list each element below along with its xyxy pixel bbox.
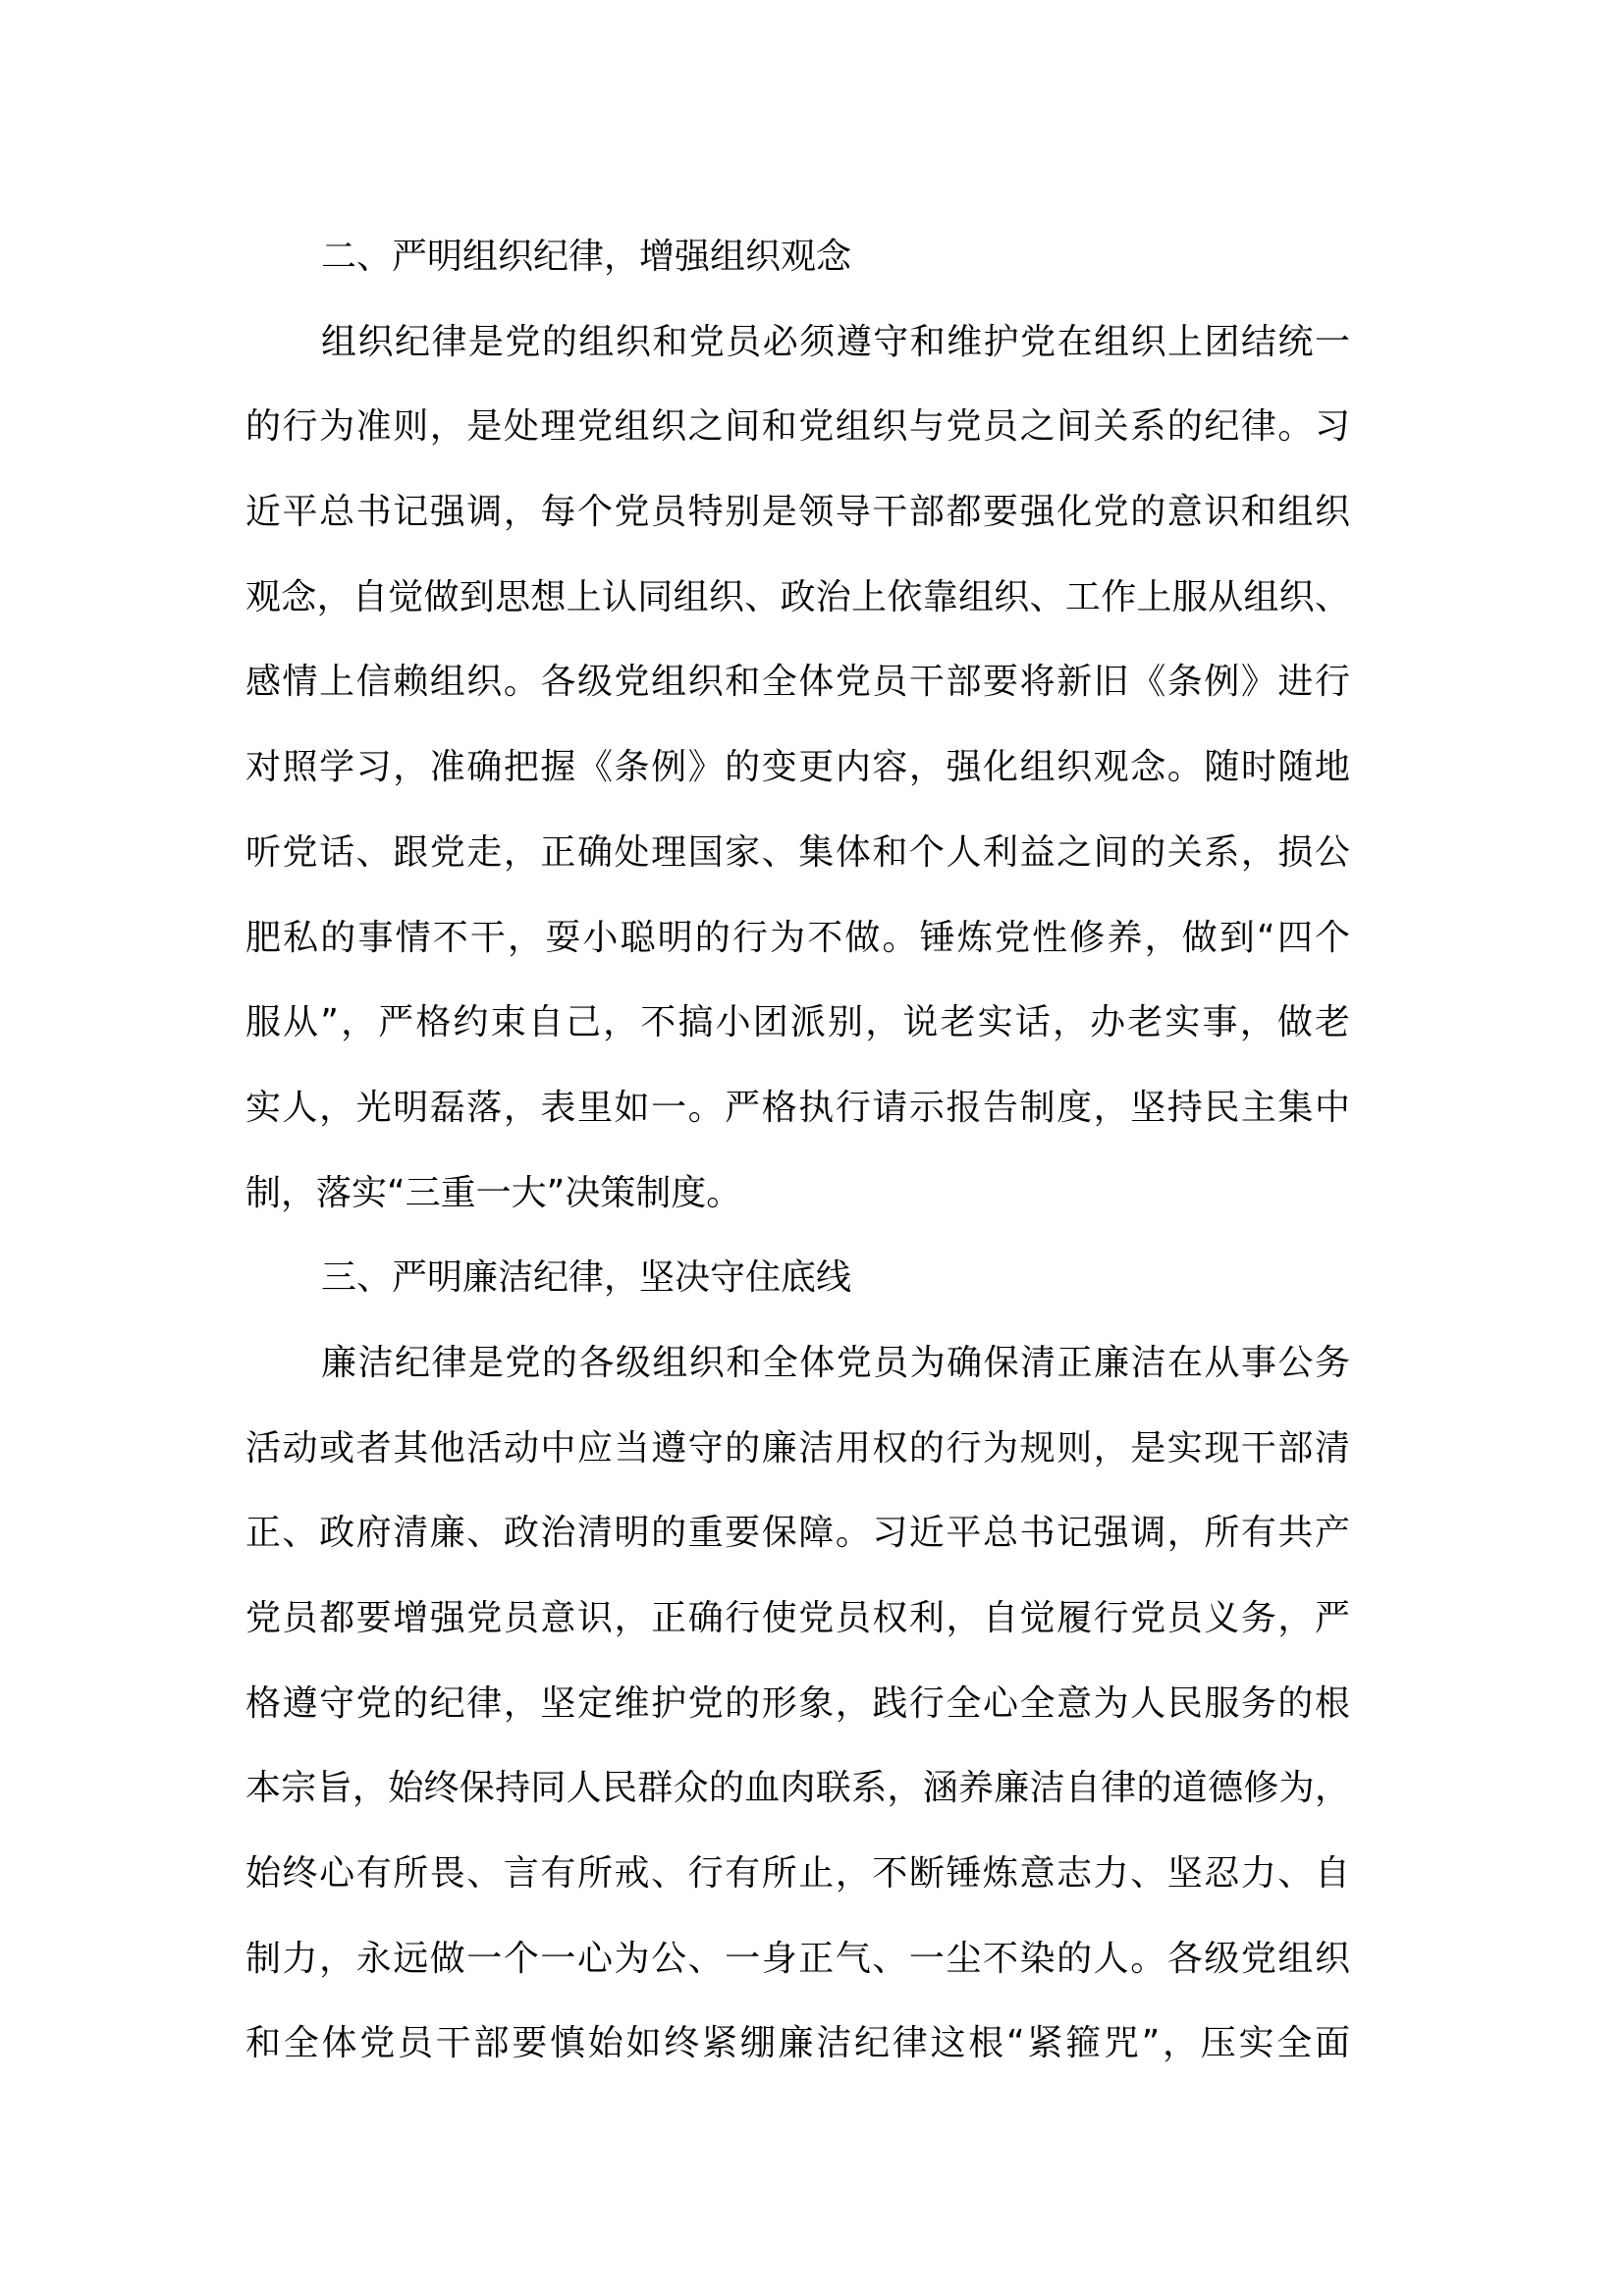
paragraph-line: 格遵守党的纪律，坚定维护党的形象，践行全心全意为人民服务的根 [245,1682,1350,1724]
paragraph-line: 始终心有所畏、言有所戒、行有所止，不断锤炼意志力、坚忍力、自 [245,1853,1350,1895]
paragraph-line: 本宗旨，始终保持同人民群众的血肉联系，涵养廉洁自律的道德修为， [245,1768,1350,1809]
paragraph-integrity-discipline [245,1321,1350,2087]
paragraph-line: 肥私的事情不干，耍小聪明的行为不做。锤炼党性修养，做到“四个 [245,917,1350,958]
section-heading-integrity-discipline: 三、严明廉洁纪律，坚决守住底线 [321,1257,852,1299]
paragraph-line: 的行为准则，是处理党组织之间和党组织与党员之间关系的纪律。习 [245,406,1350,448]
paragraph-line: 近平总书记强调，每个党员特别是领导干部都要强化党的意识和组织 [245,492,1350,533]
paragraph-organizational-discipline [245,300,1350,1237]
paragraph-line: 和全体党员干部要慎始如终紧绷廉洁纪律这根“紧箍咒”，压实全面 [245,2023,1350,2064]
paragraph-line: 正、政府清廉、政治清明的重要保障。习近平总书记强调，所有共产 [245,1513,1350,1554]
paragraph-line: 制力，永远做一个一心为公、一身正气、一尘不染的人。各级党组织 [245,1938,1350,1979]
paragraph-line: 活动或者其他活动中应当遵守的廉洁用权的行为规则，是实现干部清 [245,1427,1350,1468]
paragraph-line: 组织纪律是党的组织和党员必须遵守和维护党在组织上团结统一 [321,321,1350,362]
paragraph-line: 感情上信赖组织。各级党组织和全体党员干部要将新旧《条例》进行 [245,662,1350,703]
section-heading-organizational-discipline: 二、严明组织纪律，增强组织观念 [321,237,852,277]
paragraph-line: 对照学习，准确把握《条例》的变更内容，强化组织观念。随时随地 [245,747,1350,788]
paragraph-line: 服从”，严格约束自己，不搞小团派别，说老实话，办老实事，做老 [245,1002,1350,1043]
paragraph-line: 观念，自觉做到思想上认同组织、政治上依靠组织、工作上服从组织、 [245,576,1350,617]
paragraph-line: 廉洁纪律是党的各级组织和全体党员为确保清正廉洁在从事公务 [321,1342,1350,1383]
paragraph-line: 实人，光明磊落，表里如一。严格执行请示报告制度，坚持民主集中 [245,1087,1350,1128]
paragraph-line: 党员都要增强党员意识，正确行使党员权利，自觉履行党员义务，严 [245,1598,1350,1638]
paragraph-line: 听党话、跟党走，正确处理国家、集体和个人利益之间的关系，损公 [245,831,1350,873]
paragraph-line: 制，落实“三重一大”决策制度。 [245,1172,742,1213]
document-body [245,215,1350,2087]
